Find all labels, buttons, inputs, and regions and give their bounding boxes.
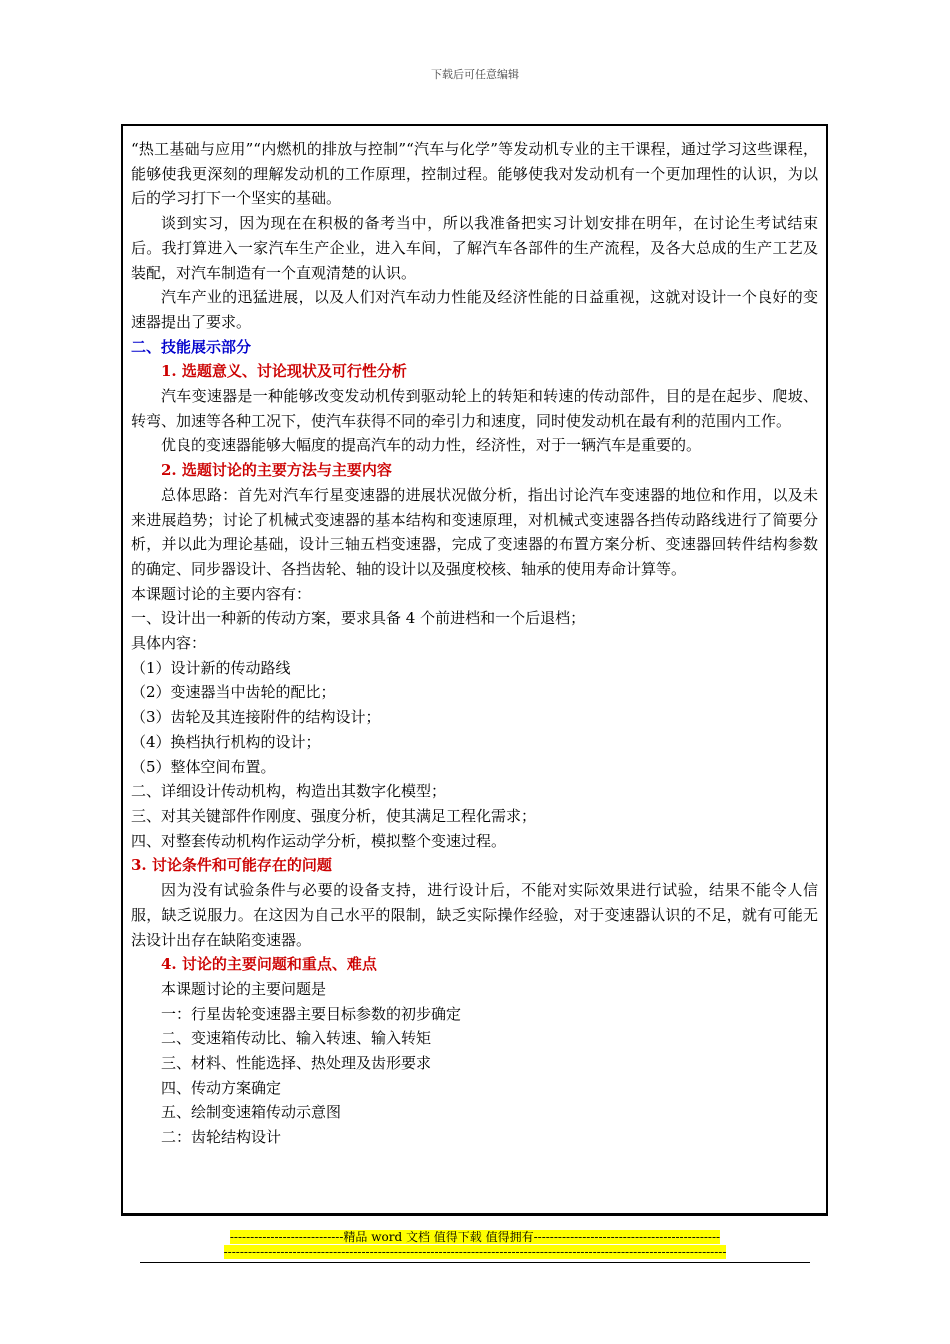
subsection-heading: 1. 选题意义、讨论现状及可行性分析 <box>161 362 407 381</box>
paragraph: 汽车变速器是一种能够改变发动机传到驱动轮上的转矩和转速的传动部件，目的是在起步、爬坡、转弯、加速等各种工况下，使汽车获得不同的牵引力和速度，同时使发动机在最有利的范围内工作。 <box>131 387 818 430</box>
list-item: （4）换档执行机构的设计； <box>131 732 321 751</box>
footer-divider <box>140 1262 810 1263</box>
paragraph: 本课题讨论的主要问题是 <box>161 979 327 998</box>
subsection-heading: 2. 选题讨论的主要方法与主要内容 <box>161 461 392 480</box>
list-item: （1）设计新的传动路线 <box>131 658 291 677</box>
page-header: 下载后可任意编辑 <box>431 68 519 81</box>
list-item: （3）齿轮及其连接附件的结构设计； <box>131 708 381 727</box>
document-table-cell <box>121 124 828 1216</box>
list-item: 四、传动方案确定 <box>161 1078 282 1097</box>
paragraph: 优良的变速器能够大幅度的提高汽车的动力性，经济性，对于一辆汽车是重要的。 <box>161 436 702 455</box>
paragraph: 汽车产业的迅猛进展，以及人们对汽车动力性能及经济性能的日益重视，这就对设计一个良好的变速器提出了要求。 <box>131 288 818 331</box>
footer-banner-line-1 <box>0 1230 950 1245</box>
list-item: 二、变速箱传动比、输入转速、输入转矩 <box>161 1029 432 1048</box>
list-item: 二：齿轮结构设计 <box>161 1128 282 1147</box>
paragraph: 本课题讨论的主要内容有： <box>131 584 312 603</box>
list-item: 五、绘制变速箱传动示意图 <box>161 1103 342 1122</box>
footer-banner-line-2 <box>0 1245 950 1260</box>
list-item: （5）整体空间布置。 <box>131 757 276 776</box>
paragraph: 具体内容： <box>131 634 207 653</box>
list-item: 三、对其关键部件作刚度、强度分析，使其满足工程化需求； <box>131 806 537 825</box>
list-item: （2）变速器当中齿轮的配比； <box>131 683 336 702</box>
list-item: 三、材料、性能选择、热处理及齿形要求 <box>161 1054 432 1073</box>
list-item: 一：行星齿轮变速器主要目标参数的初步确定 <box>161 1004 462 1023</box>
document-body <box>123 126 826 1150</box>
paragraph: 因为没有试验条件与必要的设备支持，进行设计后，不能对实际效果进行试验，结果不能令人信服，缺乏说服力。在这因为自己水平的限制，缺乏实际操作经验，对于变速器认识的不足，就有可能无法设计出存在缺陷变速器。 <box>131 881 818 949</box>
list-item: 二、详细设计传动机构，构造出其数字化模型； <box>131 782 447 801</box>
list-item: 四、对整套传动机构作运动学分析，模拟整个变速过程。 <box>131 831 507 850</box>
section-heading: 二、技能展示部分 <box>131 337 252 356</box>
paragraph: “热工基础与应用”“内燃机的排放与控制”“汽车与化学”等发动机专业的主干课程，通过学习这些课程，能够使我更深刻的理解发动机的工作原理，控制过程。能够使我对发动机有一个更加理性的认识，为以后的学习打下一个坚实的基础。 <box>131 140 818 208</box>
footer-text: ---------------------------------------------------------------------------------------------------------------------------- <box>223 1245 727 1259</box>
subsection-heading: 3. 讨论条件和可能存在的问题 <box>131 856 332 875</box>
subsection-heading: 4. 讨论的主要问题和重点、难点 <box>161 955 377 974</box>
footer-text: ----------------------------精品 word 文档 值得下载 值得拥有---------------------------------------------- <box>229 1230 721 1244</box>
paragraph: 谈到实习，因为现在在积极的备考当中，所以我准备把实习计划安排在明年，在讨论生考试结束后。我打算进入一家汽车生产企业，进入车间，了解汽车各部件的生产流程，及各大总成的生产工艺及装配，对汽车制造有一个直观清楚的认识。 <box>131 214 818 282</box>
paragraph: 总体思路：首先对汽车行星变速器的进展状况做分析，指出讨论汽车变速器的地位和作用，以及未来进展趋势；讨论了机械式变速器的基本结构和变速原理，对机械式变速器各挡传动路线进行了简要分析，并以此为理论基础，设计三轴五档变速器，完成了变速器的布置方案分析、变速器回转件结构参数的确定、同步器设计、各挡齿轮、轴的设计以及强度校核、轴承的使用寿命计算等。 <box>131 485 818 578</box>
list-item: 一、设计出一种新的传动方案，要求具备 4 个前进档和一个后退档； <box>131 609 586 628</box>
